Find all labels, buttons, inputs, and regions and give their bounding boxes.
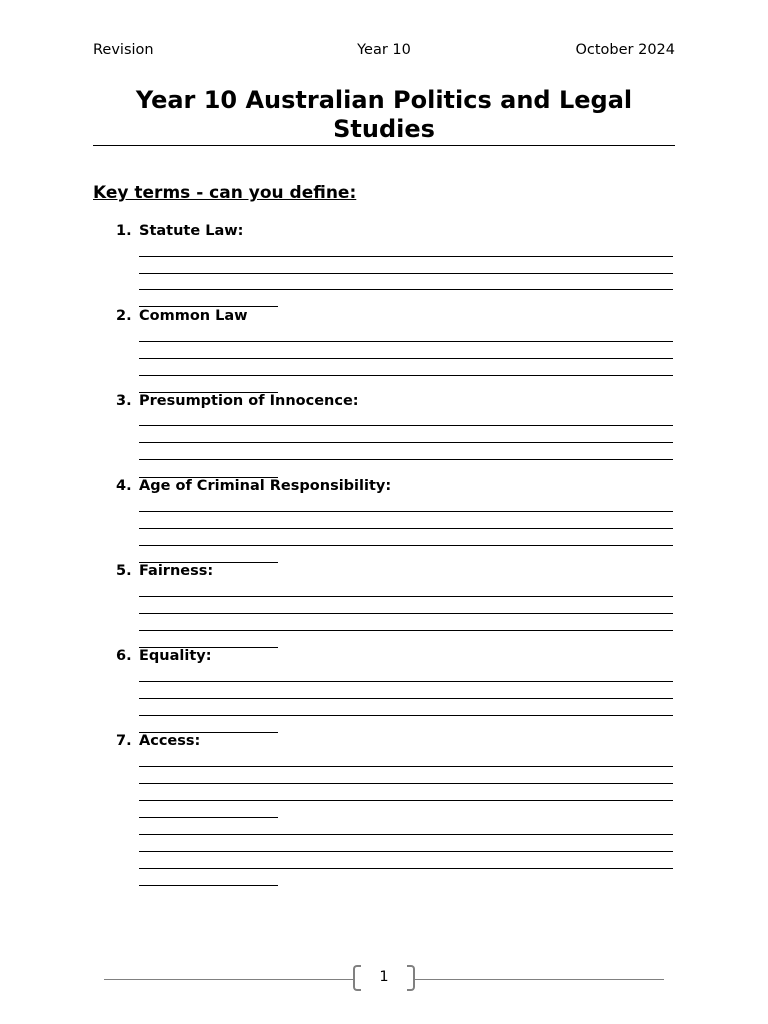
term-text: Age of Criminal Responsibility:: [139, 478, 392, 494]
answer-line[interactable]: [139, 783, 673, 784]
term-item: [116, 392, 676, 472]
term-item: [116, 477, 676, 557]
term-text: Access:: [139, 733, 201, 749]
answer-line[interactable]: [139, 425, 673, 426]
term-label: [116, 732, 200, 750]
term-number: 4.: [116, 478, 132, 494]
answer-line[interactable]: [139, 511, 673, 512]
header-right-text: October 2024: [575, 42, 675, 58]
answer-line[interactable]: [139, 596, 673, 597]
answer-line[interactable]: [139, 273, 673, 274]
term-item: [116, 222, 676, 302]
title-underline-rule: [93, 145, 675, 146]
term-text: Statute Law:: [139, 223, 244, 239]
term-label: [116, 222, 243, 240]
answer-line[interactable]: [139, 851, 673, 852]
term-label: [116, 392, 359, 410]
term-number: 3.: [116, 393, 132, 409]
term-text: Fairness:: [139, 563, 214, 579]
answer-line[interactable]: [139, 766, 673, 767]
answer-line[interactable]: [139, 698, 673, 699]
term-label: [116, 307, 248, 325]
answer-line[interactable]: [139, 442, 673, 443]
document-title: Year 10 Australian Politics and Legal Studies: [135, 86, 633, 143]
answer-line[interactable]: [139, 834, 673, 835]
extra-answer-lines: [116, 816, 676, 888]
term-item: [116, 562, 676, 642]
term-item: [116, 647, 676, 727]
term-label: [116, 477, 391, 495]
term-text: Common Law: [139, 308, 248, 324]
answer-line[interactable]: [139, 528, 673, 529]
footer-rule-right: [414, 979, 664, 980]
answer-line[interactable]: [139, 630, 673, 631]
answer-line[interactable]: [139, 358, 673, 359]
term-label: [116, 647, 212, 665]
header-left-text: Revision: [93, 42, 154, 58]
answer-line[interactable]: [139, 375, 673, 376]
term-label: [116, 562, 213, 580]
term-number: 6.: [116, 648, 132, 664]
answer-line-short[interactable]: [139, 885, 278, 886]
answer-line[interactable]: [139, 545, 673, 546]
term-text: Equality:: [139, 648, 212, 664]
term-text: Presumption of Innocence:: [139, 393, 359, 409]
term-number: 5.: [116, 563, 132, 579]
answer-line[interactable]: [139, 256, 673, 257]
section-heading: Key terms - can you define:: [93, 183, 357, 203]
answer-line[interactable]: [139, 459, 673, 460]
answer-line[interactable]: [139, 868, 673, 869]
answer-line[interactable]: [139, 715, 673, 716]
term-item: [116, 732, 676, 812]
answer-line[interactable]: [139, 289, 673, 290]
answer-line[interactable]: [139, 681, 673, 682]
header-center-text: Year 10: [357, 42, 411, 58]
answer-line[interactable]: [139, 800, 673, 801]
term-number: 2.: [116, 308, 132, 324]
page-header: [93, 42, 675, 62]
term-number: 1.: [116, 223, 132, 239]
page-number: 1: [379, 969, 389, 985]
answer-line[interactable]: [139, 341, 673, 342]
answer-line[interactable]: [139, 613, 673, 614]
term-item: [116, 307, 676, 387]
term-number: 7.: [116, 733, 132, 749]
page-footer: [104, 962, 664, 996]
footer-bracket-right: [407, 965, 415, 991]
